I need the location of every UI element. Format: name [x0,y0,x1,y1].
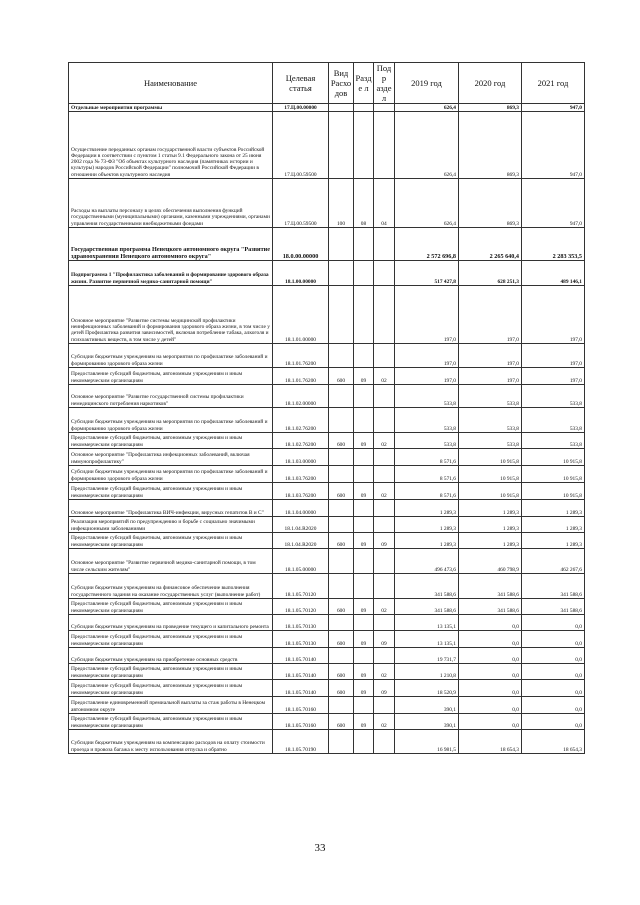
cell-year-2021: 18 654,3 [522,730,585,754]
cell-year-2019: 197,0 [395,368,459,385]
cell-year-2021: 10 915,8 [522,483,585,500]
cell-year-2020: 341 588,6 [459,574,522,599]
cell-expense-type [329,615,354,631]
cell-year-2020: 869,3 [459,112,522,179]
cell-expense-type: 600 [329,664,354,680]
cell-target-article: 18.1.03.76200 [273,466,329,483]
cell-year-2020: 10 915,8 [459,483,522,500]
page-number: 33 [314,842,326,854]
table-row [69,533,585,549]
cell-section: 09 [354,433,374,449]
table-row [69,615,585,631]
table-row [69,368,585,385]
cell-year-2019: 16 981,5 [395,730,459,754]
budget-table-page [68,62,584,754]
table-row [69,408,585,433]
cell-name: Основное мероприятие "Развитие государственной системы профилактики немедицинского потребления наркотиков" [69,385,273,408]
cell-target-article: 18.1.05.70120 [273,574,329,599]
table-row [69,179,585,228]
cell-section: 09 [354,599,374,615]
cell-section: 09 [354,714,374,730]
cell-expense-type: 600 [329,533,354,549]
cell-expense-type: 600 [329,433,354,449]
cell-target-article: 18.0.00.00000 [273,228,329,261]
table-row [69,549,585,574]
cell-expense-type: 600 [329,483,354,500]
cell-section: 09 [354,533,374,549]
cell-expense-type [329,449,354,466]
cell-name: Основное мероприятие "Развитие первичной медико-санитарной помощи, в том числе сельским жителям" [69,549,273,574]
cell-expense-type: 100 [329,179,354,228]
cell-target-article: 18.1.05.70140 [273,664,329,680]
cell-expense-type [329,104,354,112]
cell-expense-type: 600 [329,599,354,615]
cell-section [354,648,374,664]
cell-year-2020: 0,0 [459,648,522,664]
cell-year-2021: 0,0 [522,664,585,680]
cell-year-2020: 0,0 [459,631,522,648]
cell-expense-type: 600 [329,631,354,648]
cell-expense-type [329,228,354,261]
cell-year-2021: 197,0 [522,286,585,344]
cell-name: Расходы на выплаты персоналу в целях обеспечения выполнения функций государственными (муниципальными) органами, казенными учреждениями, органами управления государственными внебюджетными фондами [69,179,273,228]
cell-year-2019: 626,4 [395,179,459,228]
cell-name: Субсидии бюджетным учреждениям на проведение текущего и капитального ремонта [69,615,273,631]
cell-expense-type [329,500,354,517]
cell-expense-type [329,648,354,664]
cell-expense-type [329,261,354,286]
table-row [69,599,585,615]
cell-year-2019: 13 135,1 [395,615,459,631]
cell-year-2020: 869,3 [459,179,522,228]
cell-year-2020: 18 654,3 [459,730,522,754]
cell-year-2021: 533,8 [522,433,585,449]
cell-year-2019: 13 135,1 [395,631,459,648]
cell-section: 09 [354,631,374,648]
cell-year-2021: 0,0 [522,714,585,730]
table-row [69,500,585,517]
cell-target-article: 18.1.01.00000 [273,286,329,344]
cell-subsection [374,730,395,754]
cell-year-2019: 1 289,3 [395,517,459,533]
cell-target-article: 17.Ц.00.00000 [273,104,329,112]
cell-subsection: 09 [374,631,395,648]
cell-name: Предоставление субсидий бюджетным, автономным учреждениям и иным некоммерческим организациям [69,433,273,449]
table-row [69,730,585,754]
cell-year-2020: 0,0 [459,697,522,714]
table-row [69,433,585,449]
cell-year-2019: 19 731,7 [395,648,459,664]
header-year-2021: 2021 год [522,63,585,104]
cell-target-article: 18.1.03.76200 [273,483,329,500]
cell-year-2021: 197,0 [522,344,585,368]
cell-year-2019: 533,8 [395,433,459,449]
cell-section: 09 [354,368,374,385]
header-subsection: Подр аздел [374,63,395,104]
table-row [69,104,585,112]
table-header-row [69,63,585,104]
cell-target-article: 18.1.04.R2020 [273,533,329,549]
cell-target-article: 18.1.02.00000 [273,385,329,408]
cell-subsection: 02 [374,433,395,449]
cell-target-article: 18.1.05.70160 [273,697,329,714]
cell-year-2021: 489 146,1 [522,261,585,286]
cell-section [354,549,374,574]
cell-name: Отдельные мероприятия программы [69,104,273,112]
cell-section: 09 [354,483,374,500]
cell-section [354,344,374,368]
cell-year-2021: 533,8 [522,408,585,433]
cell-subsection: 02 [374,368,395,385]
cell-target-article: 18.1.05.70160 [273,714,329,730]
cell-year-2020: 197,0 [459,368,522,385]
cell-subsection [374,574,395,599]
cell-year-2021: 947,0 [522,104,585,112]
cell-subsection [374,549,395,574]
cell-year-2021: 0,0 [522,631,585,648]
cell-section [354,500,374,517]
cell-name: Основное мероприятие "Профилактика ВИЧ-инфекции, вирусных гепатитов В и С" [69,500,273,517]
cell-year-2019: 18 520,9 [395,680,459,697]
cell-section [354,466,374,483]
cell-expense-type: 600 [329,714,354,730]
cell-subsection [374,261,395,286]
cell-target-article: 18.1.05.70140 [273,648,329,664]
cell-name: Субсидии бюджетным учреждениям на приобретение основных средств [69,648,273,664]
cell-year-2019: 1 210,8 [395,664,459,680]
cell-subsection: 09 [374,680,395,697]
header-section: Разде л [354,63,374,104]
table-row [69,112,585,179]
cell-subsection: 02 [374,664,395,680]
cell-subsection [374,449,395,466]
cell-year-2019: 2 572 696,8 [395,228,459,261]
table-row [69,714,585,730]
cell-name: Субсидии бюджетным учреждениям на компенсацию расходов на оплату стоимости проезда и провоза багажа к месту использования отпуска и обратно [69,730,273,754]
cell-target-article: 18.1.00.00000 [273,261,329,286]
cell-target-article: 18.1.01.76200 [273,344,329,368]
cell-target-article: 18.1.01.76200 [273,368,329,385]
cell-year-2019: 626,4 [395,104,459,112]
cell-year-2019: 533,8 [395,385,459,408]
cell-subsection: 09 [374,533,395,549]
cell-expense-type: 600 [329,680,354,697]
cell-section: 09 [354,664,374,680]
cell-year-2021: 10 915,8 [522,449,585,466]
cell-section [354,574,374,599]
cell-year-2021: 0,0 [522,697,585,714]
cell-year-2020: 533,8 [459,433,522,449]
cell-expense-type [329,574,354,599]
header-target-article: Целевая статья [273,63,329,104]
cell-year-2019: 197,0 [395,286,459,344]
cell-name: Реализация мероприятий по предупреждению и борьбе с социально значимыми инфекционными заболеваниями [69,517,273,533]
cell-year-2019: 8 571,6 [395,449,459,466]
cell-year-2021: 0,0 [522,648,585,664]
table-body [69,104,585,754]
table-row [69,286,585,344]
cell-year-2020: 628 251,3 [459,261,522,286]
table-row [69,648,585,664]
cell-subsection [374,286,395,344]
cell-section [354,449,374,466]
cell-expense-type: 600 [329,368,354,385]
cell-year-2019: 496 473,6 [395,549,459,574]
cell-year-2019: 197,0 [395,344,459,368]
header-name: Наименование [69,63,273,104]
table-row [69,631,585,648]
table-row [69,344,585,368]
cell-year-2020: 2 265 640,4 [459,228,522,261]
table-row [69,228,585,261]
cell-section [354,385,374,408]
cell-section [354,408,374,433]
cell-year-2021: 341 588,6 [522,574,585,599]
cell-subsection [374,408,395,433]
cell-year-2020: 10 915,8 [459,449,522,466]
cell-name: Субсидии бюджетным учреждениям на мероприятия по профилактике заболеваний и формированию здорового образа жизни [69,344,273,368]
cell-subsection [374,517,395,533]
cell-expense-type [329,466,354,483]
cell-name: Основное мероприятие "Развитие системы медицинской профилактики неинфекционных заболеваний и формирования здорового образа жизни, в том числе у детей Профилактика развития зависимостей, включая потребление табака, алкоголя и психоактивных веществ, в том числе у детей" [69,286,273,344]
cell-section [354,697,374,714]
cell-subsection [374,697,395,714]
cell-name: Субсидии бюджетным учреждениям на мероприятия по профилактике заболеваний и формированию здорового образа жизни [69,408,273,433]
cell-year-2020: 533,8 [459,385,522,408]
cell-year-2019: 533,8 [395,408,459,433]
cell-name: Предоставление субсидий бюджетным, автономным учреждениям и иным некоммерческим организациям [69,664,273,680]
table-row [69,449,585,466]
cell-year-2020: 533,8 [459,408,522,433]
cell-expense-type [329,408,354,433]
cell-target-article: 17.Ц.00.59500 [273,179,329,228]
budget-table [68,62,585,754]
header-expense-type: Вид Расхо дов [329,63,354,104]
table-row [69,466,585,483]
cell-expense-type [329,286,354,344]
table-row [69,517,585,533]
cell-year-2019: 341 588,6 [395,599,459,615]
cell-section [354,228,374,261]
cell-expense-type [329,385,354,408]
cell-year-2021: 0,0 [522,680,585,697]
cell-section [354,104,374,112]
cell-expense-type [329,697,354,714]
cell-name: Предоставление субсидий бюджетным, автономным учреждениям и иным некоммерческим организациям [69,483,273,500]
cell-year-2021: 1 289,3 [522,517,585,533]
cell-year-2019: 626,4 [395,112,459,179]
cell-year-2019: 390,1 [395,714,459,730]
cell-year-2019: 341 588,6 [395,574,459,599]
cell-year-2021: 462 267,6 [522,549,585,574]
cell-target-article: 18.1.05.70130 [273,631,329,648]
cell-year-2021: 10 915,8 [522,466,585,483]
cell-year-2021: 947,0 [522,179,585,228]
cell-name: Предоставление единовременной премиальной выплаты за стаж работы в Ненецком автономном округе [69,697,273,714]
cell-target-article: 17.Ц.00.59500 [273,112,329,179]
cell-year-2020: 1 289,3 [459,533,522,549]
cell-year-2021: 947,0 [522,112,585,179]
cell-expense-type [329,344,354,368]
cell-section [354,517,374,533]
cell-expense-type [329,549,354,574]
cell-year-2020: 1 289,3 [459,500,522,517]
cell-year-2020: 197,0 [459,344,522,368]
cell-subsection [374,344,395,368]
cell-year-2019: 390,1 [395,697,459,714]
header-year-2019: 2019 год [395,63,459,104]
cell-section: 09 [354,680,374,697]
cell-year-2021: 533,8 [522,385,585,408]
cell-target-article: 18.1.04.R2020 [273,517,329,533]
table-row [69,680,585,697]
header-year-2020: 2020 год [459,63,522,104]
cell-target-article: 18.1.05.70120 [273,599,329,615]
cell-expense-type [329,112,354,179]
cell-name: Субсидии бюджетным учреждениям на мероприятия по профилактике заболеваний и формированию здорового образа жизни [69,466,273,483]
cell-subsection [374,615,395,631]
table-row [69,385,585,408]
cell-name: Государственная программа Ненецкого автономного округа "Развитие здравоохранения Ненецкого автономного округа" [69,228,273,261]
cell-year-2021: 0,0 [522,615,585,631]
cell-subsection [374,500,395,517]
cell-name: Предоставление субсидий бюджетным, автономным учреждениям и иным некоммерческим организациям [69,714,273,730]
cell-year-2020: 10 915,8 [459,466,522,483]
table-row [69,574,585,599]
cell-subsection: 04 [374,179,395,228]
cell-name: Предоставление субсидий бюджетным, автономным учреждениям и иным некоммерческим организациям [69,680,273,697]
cell-name: Предоставление субсидий бюджетным, автономным учреждениям и иным некоммерческим организациям [69,631,273,648]
table-row [69,483,585,500]
cell-year-2021: 341 588,6 [522,599,585,615]
cell-name: Основное мероприятие "Профилактика инфекционных заболеваний, включая иммунопрофилактику" [69,449,273,466]
cell-subsection [374,648,395,664]
cell-year-2020: 460 798,9 [459,549,522,574]
cell-year-2020: 341 588,6 [459,599,522,615]
cell-year-2019: 8 571,6 [395,466,459,483]
cell-year-2020: 0,0 [459,714,522,730]
cell-target-article: 18.1.05.00000 [273,549,329,574]
cell-year-2020: 0,0 [459,664,522,680]
table-row [69,697,585,714]
cell-name: Предоставление субсидий бюджетным, автономным учреждениям и иным некоммерческим организациям [69,368,273,385]
cell-year-2020: 0,0 [459,615,522,631]
cell-year-2021: 1 289,3 [522,533,585,549]
cell-year-2020: 1 289,3 [459,517,522,533]
cell-name: Предоставление субсидий бюджетным, автономным учреждениям и иным некоммерческим организациям [69,599,273,615]
cell-year-2020: 0,0 [459,680,522,697]
cell-name: Предоставление субсидий бюджетным, автономным учреждениям и иным некоммерческим организациям [69,533,273,549]
cell-section [354,730,374,754]
cell-section [354,261,374,286]
cell-name: Субсидии бюджетным учреждениям на финансовое обеспечение выполнения государственного задания на оказание государственных услуг (выполнение работ) [69,574,273,599]
cell-subsection: 02 [374,714,395,730]
table-row [69,261,585,286]
cell-section [354,112,374,179]
cell-target-article: 18.1.02.76200 [273,433,329,449]
cell-year-2019: 1 289,3 [395,500,459,517]
cell-target-article: 18.1.03.00000 [273,449,329,466]
cell-section [354,286,374,344]
cell-subsection: 02 [374,599,395,615]
cell-subsection [374,385,395,408]
cell-subsection [374,104,395,112]
cell-year-2019: 8 571,6 [395,483,459,500]
cell-name: Подпрограмма 1 "Профилактика заболеваний и формирование здорового образа жизни. Развитие первичной медико-санитарной помощи" [69,261,273,286]
cell-name: Осуществление переданных органам государственной власти субъектов Российской Федерации в соответствии с пунктом 1 статьи 9.1 Федерального закона от 25 июня 2002 года № 73-ФЗ "Об объектах культурного наследия (памятниках истории и культуры) народов Российской Федерации" полномочий Российской Федерации в отношении объектов культурного наследия [69,112,273,179]
cell-year-2019: 1 289,3 [395,533,459,549]
cell-target-article: 18.1.05.70190 [273,730,329,754]
cell-target-article: 18.1.02.76200 [273,408,329,433]
cell-target-article: 18.1.05.70140 [273,680,329,697]
cell-section [354,615,374,631]
cell-target-article: 18.1.04.00000 [273,500,329,517]
cell-subsection [374,466,395,483]
cell-expense-type [329,730,354,754]
table-row [69,664,585,680]
cell-subsection [374,228,395,261]
cell-year-2021: 1 289,3 [522,500,585,517]
cell-subsection: 02 [374,483,395,500]
cell-subsection [374,112,395,179]
cell-year-2020: 869,3 [459,104,522,112]
cell-section: 08 [354,179,374,228]
cell-year-2019: 517 427,8 [395,261,459,286]
cell-expense-type [329,517,354,533]
cell-target-article: 18.1.05.70130 [273,615,329,631]
cell-year-2020: 197,0 [459,286,522,344]
cell-year-2021: 2 283 353,5 [522,228,585,261]
cell-year-2021: 197,0 [522,368,585,385]
